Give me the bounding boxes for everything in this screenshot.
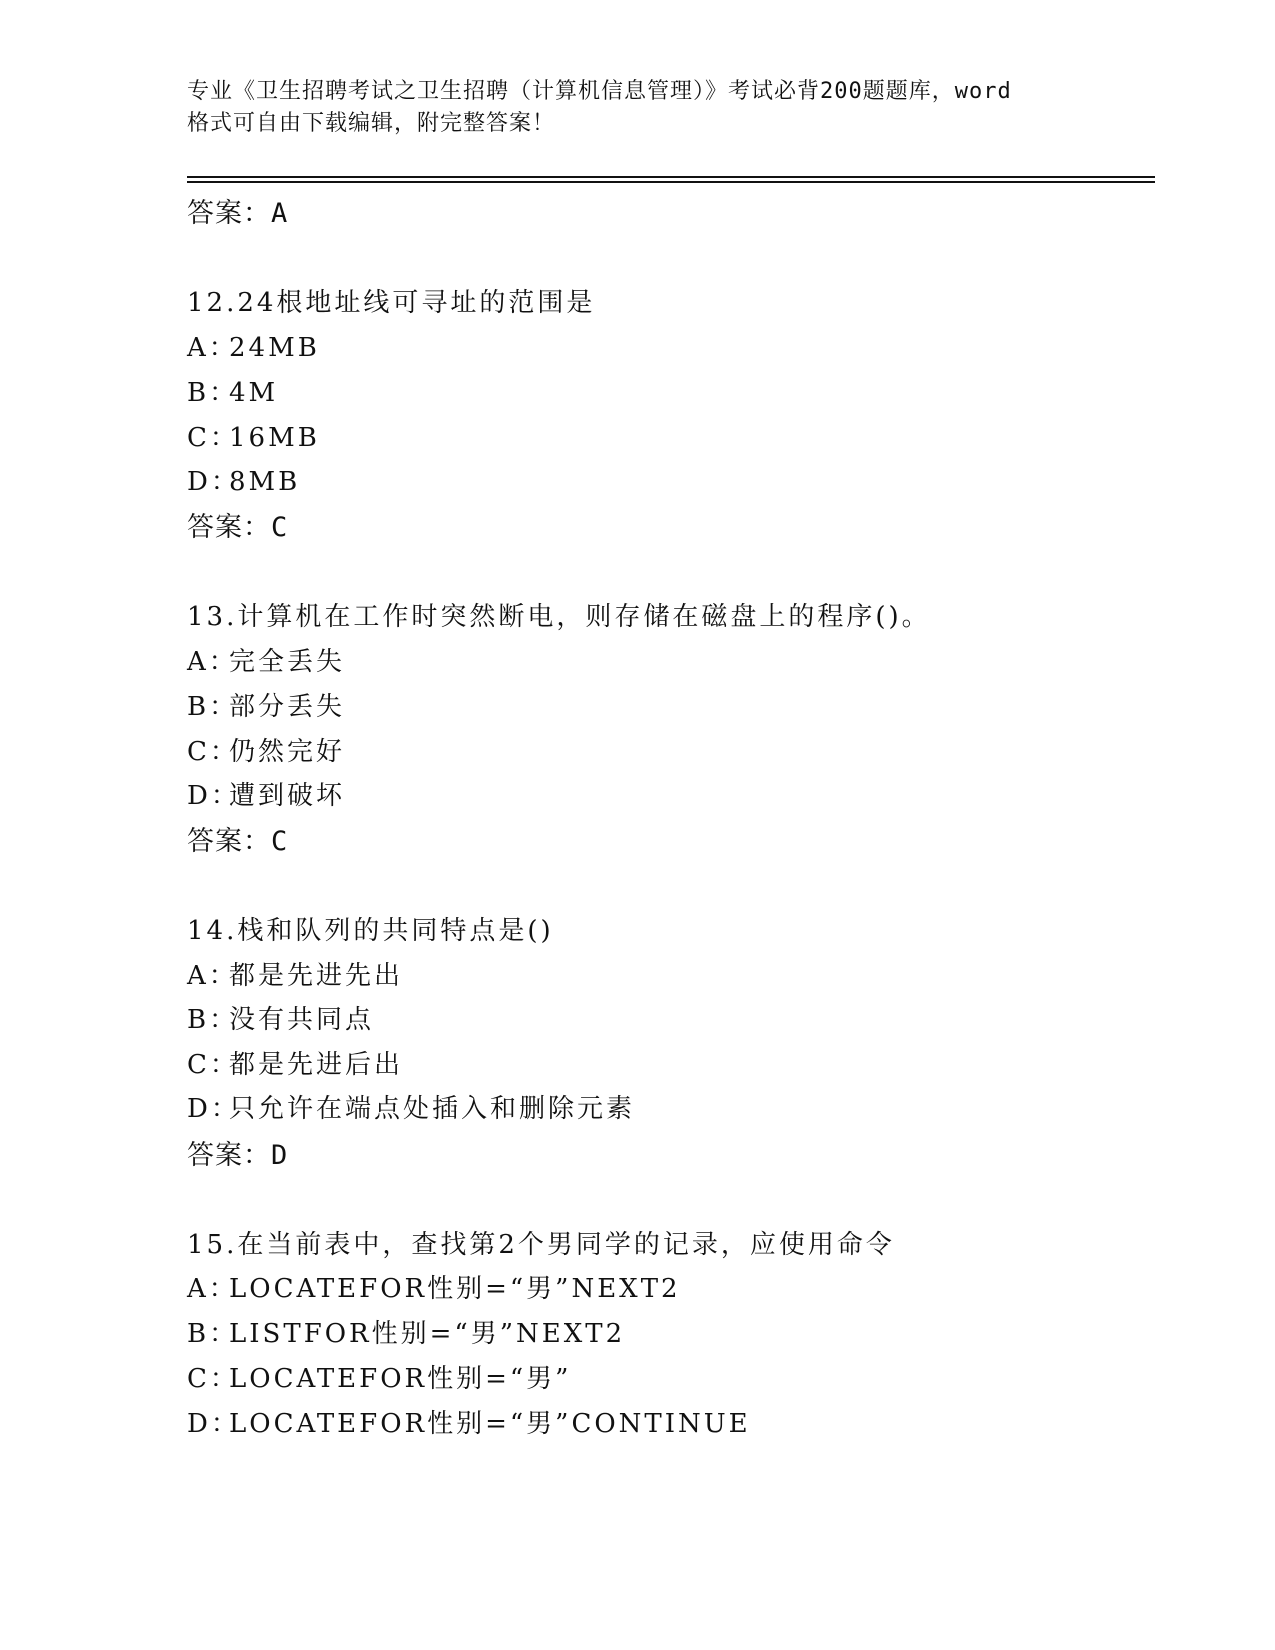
option-key: B： [187,1005,239,1035]
option-text: 只允许在端点处插入和删除元素 [229,1094,636,1124]
option-key: A： [187,1274,238,1304]
question-12-option-b [187,372,278,409]
question-14-option-a [187,955,403,992]
option-text: 8MB [229,467,301,497]
document-header-line-2: 格式可自由下载编辑，附完整答案！ [187,111,556,136]
option-text: 没有共同点 [229,1005,375,1035]
option-key: A： [187,333,238,363]
question-13-option-d [187,775,345,812]
option-key: B： [187,1319,239,1349]
option-key: D： [187,781,240,811]
option-text: LOCATEFOR性别=“男”NEXT2 [229,1274,681,1304]
option-text: 4M [229,378,279,408]
option-text: 部分丢失 [229,692,346,722]
question-13-option-b [187,686,345,723]
header-rule-top [187,176,1155,178]
question-15-option-b [187,1313,625,1350]
option-text: LOCATEFOR性别=“男” [229,1364,572,1394]
question-12-option-a [187,327,320,364]
option-key: D： [187,467,240,497]
question-12-answer: 答案：C [187,512,289,543]
option-text: 都是先进后出 [229,1050,404,1080]
option-text: 遭到破坏 [229,781,346,811]
question-12: 12.24根地址线可寻址的范围是 [187,288,596,318]
question-12-option-d [187,461,300,498]
question-15: 15.在当前表中，查找第2个男同学的记录，应使用命令 [187,1230,895,1260]
question-14: 14.栈和队列的共同特点是() [187,916,554,946]
option-text: 仍然完好 [229,737,346,767]
question-14-option-c [187,1044,403,1081]
option-key: A： [187,961,238,991]
option-key: C： [187,423,239,453]
question-15-option-d [187,1403,751,1440]
document-header-line-1: 专业《卫生招聘考试之卫生招聘（计算机信息管理）》考试必背200题题库，word [187,79,1012,104]
option-text: LISTFOR性别=“男”NEXT2 [229,1319,626,1349]
question-14-option-b [187,999,374,1036]
answer-prev: 答案：A [187,198,289,229]
question-14-option-d [187,1088,635,1125]
question-13: 13.计算机在工作时突然断电，则存储在磁盘上的程序()。 [187,602,931,632]
option-key: C： [187,737,239,767]
question-15-option-c [187,1358,571,1395]
option-text: 都是先进先出 [229,961,404,991]
option-key: C： [187,1364,239,1394]
option-key: B： [187,692,239,722]
option-key: D： [187,1409,240,1439]
option-key: C： [187,1050,239,1080]
question-13-option-c [187,731,345,768]
option-key: D： [187,1094,240,1124]
question-12-option-c [187,417,320,454]
option-text: LOCATEFOR性别=“男”CONTINUE [229,1409,751,1439]
option-key: B： [187,378,239,408]
option-text: 24MB [229,333,320,363]
question-14-answer: 答案：D [187,1140,289,1171]
question-15-option-a [187,1268,681,1305]
option-text: 完全丢失 [229,647,346,677]
option-text: 16MB [229,423,320,453]
question-13-answer: 答案：C [187,826,289,857]
header-rule-bottom [187,181,1155,183]
question-13-option-a [187,641,345,678]
option-key: A： [187,647,238,677]
